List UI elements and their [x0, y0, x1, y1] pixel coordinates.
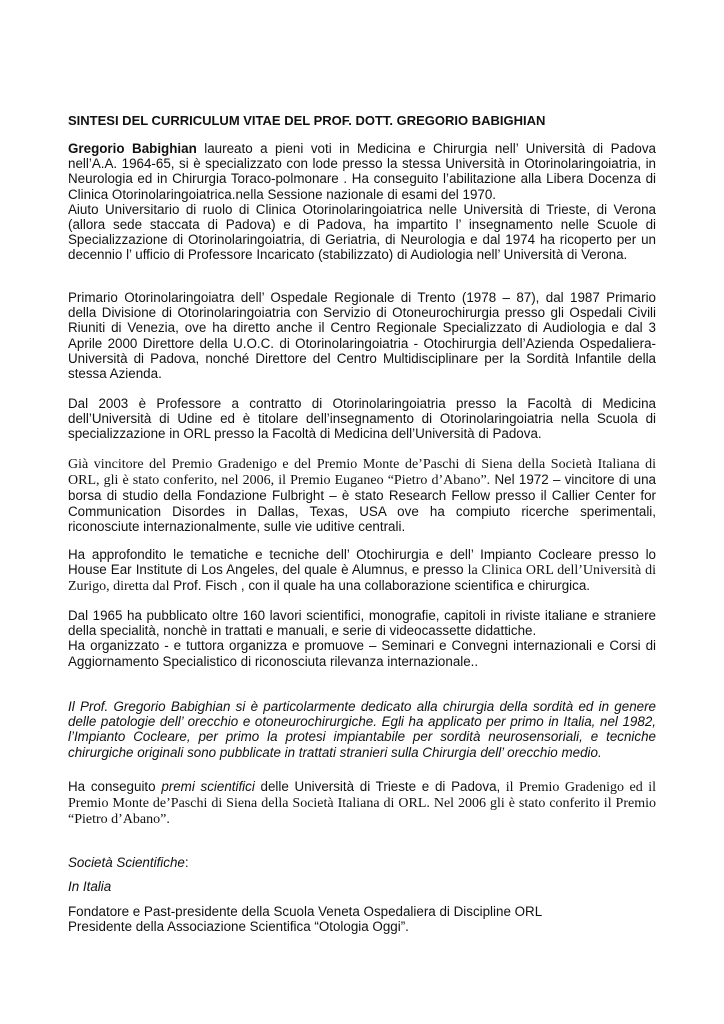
document-title: SINTESI DEL CURRICULUM VITAE DEL PROF. DOTT. GREGORIO BABIGHIAN — [68, 113, 546, 128]
person-name: Gregorio Babighian — [68, 141, 197, 156]
fulbright-text: Nel 1972 – vincitore di una borsa di studio della Fondazione Fulbright – è stato Research Fellow presso il Callier Center for Communication Disordes in Dallas, Texas, USA ove ha compiuto ricerche sperimentali, riconosciute internazionalmente, sulle vie uditive centrali. — [68, 472, 656, 534]
prizes-italic: premi scientifici — [161, 779, 255, 794]
fisch-text: Prof. Fisch , con il quale ha una collaborazione scientifica e chirurgica. — [169, 578, 591, 594]
paragraph-publications — [68, 608, 656, 669]
italy-heading: In Italia — [68, 879, 112, 894]
role-item: Fondatore e Past-presidente della Scuola Veneta Ospedaliera di Discipline ORL — [68, 904, 543, 919]
awards-text: Già vincitore del Premio Gradenigo e del Premio Monte de’Paschi di Siena della Società Italiana di ORL, gli è stato conferito, nel 2006, il Premio Euganeo “Pietro d’Abano”. — [68, 457, 656, 489]
publications-text: Dal 1965 ha pubblicato oltre 160 lavori scientifici, monografie, capitoli in riviste italiane e straniere della specialità, nonchè in trattati e manuali, e serie di videocassette didattiche. — [68, 608, 656, 639]
zurich-clinic-text: la Clinica ORL dell’Università di Zurigo, diretta dal — [68, 563, 656, 595]
otochirurgia-text: Ha approfondito le tematiche e tecniche dell’ Otochirurgia e dell’ Impianto Cocleare presso lo House Ear Institute di Los Angeles, del quale è Alumnus, e presso — [68, 547, 656, 578]
conferences-text: Ha organizzato - e tuttora organizza e promuove – Seminari e Convegni internazionali e Corsi di Aggiornamento Specialistico di riconosciuta rilevanza internazionale.. — [68, 638, 656, 669]
prizes-serif-text: il Premio Gradenigo ed il Premio Monte de’Paschi di Siena della Società Italiana di ORL. Nel 2006 gli è stato conferito il Premio “Pietro d’Abano”. — [68, 780, 656, 828]
education-text: laureato a pieni voti in Medicina e Chirurgia nell’ Università di Padova nell’A.A. 1964-65, si è specializzato con lode presso la stessa Università in Otorinolaringoiatria, in Neurologia ed in Chirurgia Toraco-polmonare . Ha conseguito l’abilitazione alla Libera Docenza di Clinica Otorinolaringoiatrica.nella Sessione nazionale di esami del 1970. — [68, 141, 656, 202]
prizes-intro: Ha conseguito — [68, 779, 162, 794]
prizes-universities: delle Università di Trieste e di Padova, — [254, 779, 501, 794]
paragraph-education — [68, 141, 656, 263]
role-item: Presidente della Associazione Scientifica “Otologia Oggi”. — [68, 919, 409, 935]
roles-list — [68, 904, 656, 934]
paragraph-otochirurgia — [68, 547, 656, 595]
paragraph-surgery-focus: Il Prof. Gregorio Babighian si è particolarmente dedicato alla chirurgia della sordità ed in genere delle patologie dell’ orecchio e otoneurochirurgiche. Egli ha applicato per primo in Italia, nel 1982, l’Impianto Cocleare, per primo la protesi impiantabile per sordità neurosensoriali, e tecniche chirurgiche originali sono pubblicate in trattati stranieri sulla Chirurgia dell’ orecchio medio. — [68, 699, 656, 760]
academic-career-text: Aiuto Universitario di ruolo di Clinica Otorinolaringoiatrica nelle Università di Trieste, di Verona (allora sede staccata di Padova) e di Padova, ha impartito l’ insegnamento nelle Scuole di Specializzazione di Otorinolaringoiatria, di Geriatria, di Neurologia e dal 1974 ha ricoperto per un decennio l’ ufficio di Professore Incaricato (stabilizzato) di Audiologia nell’ Università di Verona. — [68, 201, 656, 263]
paragraph-awards-fulbright — [68, 456, 656, 534]
societies-colon: : — [184, 855, 189, 870]
paragraph-professore: Dal 2003 è Professore a contratto di Otorinolaringoiatria presso la Facoltà di Medicina dell’Università di Udine ed è titolare dell’insegnamento di Otorinolaringoiatria nella Scuola di specializzazione in ORL presso la Facoltà di Medicina dell’Università di Padova. — [68, 396, 656, 442]
paragraph-prizes — [68, 779, 656, 828]
paragraph-primario: Primario Otorinolaringoiatra dell’ Ospedale Regionale di Trento (1978 – 87), dal 1987 Primario della Divisione di Otorinolaringoiatria con Servizio di Otoneurochirurgia presso gli Ospedali Civili Riuniti di Venezia, ove ha diretto anche il Centro Regionale Specializzato di Audiologia e dal 3 Aprile 2000 Direttore della U.O.C. di Otorinolaringoiatria - Otochirurgia dell’Azienda Ospedaliera-Università di Padova, nonché Direttore del Centro Multidisciplinare per la Sordità Infantile della stessa Azienda. — [68, 290, 656, 382]
societies-heading — [68, 855, 656, 870]
societies-heading-text: Società Scientifiche — [68, 855, 185, 870]
